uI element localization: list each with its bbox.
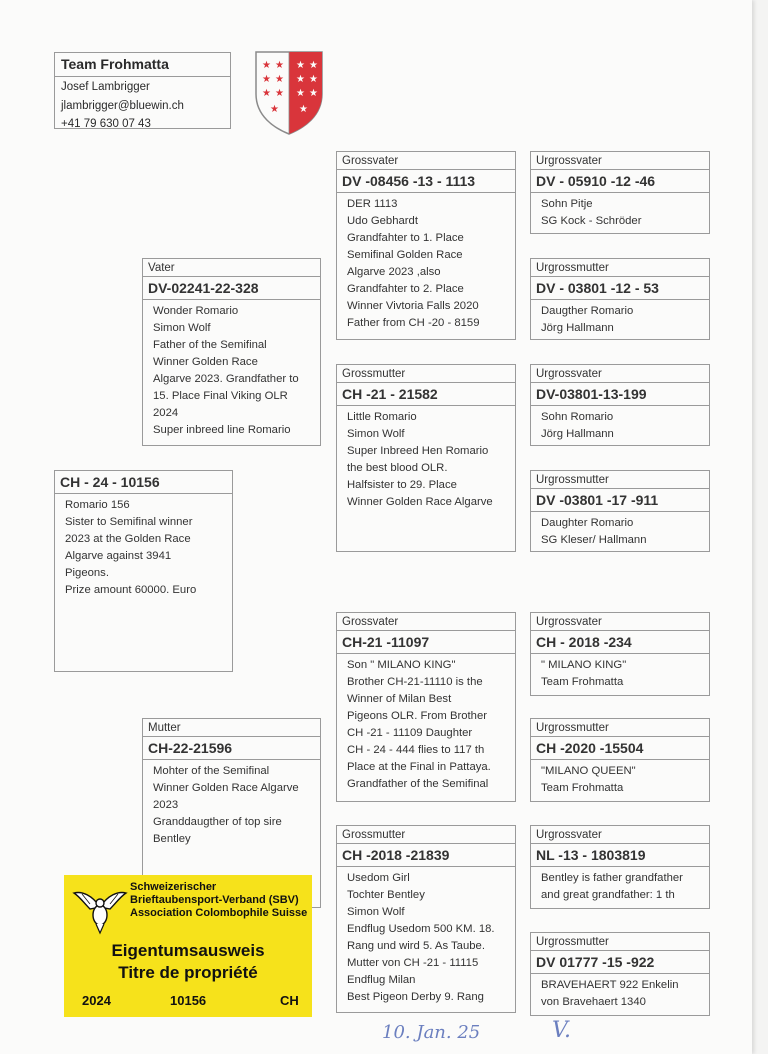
grandmother-line: Halfsister to 29. Place	[347, 479, 457, 491]
grandfather-line: Brother CH-21-11110 is the	[347, 676, 483, 688]
great-grandparent-line: Jörg Hallmann	[541, 428, 614, 440]
grandfather-role: Grossvater	[337, 613, 515, 631]
father-line: Winner Golden Race	[153, 356, 258, 368]
grandfather-line: Father from CH -20 - 8159	[347, 317, 480, 329]
grandmother-line: Winner Golden Race Algarve	[347, 496, 493, 508]
subject-line: Pigeons.	[65, 567, 109, 579]
grandfather-paternal-box	[336, 151, 516, 340]
card-title-fr: Titre de propriété	[118, 963, 258, 982]
team-name: Team Frohmatta	[55, 53, 230, 77]
pigeon-logo-icon	[72, 887, 128, 935]
grandfather-line: CH - 24 - 444 flies to 117 th	[347, 744, 485, 756]
father-ring-code: DV-02241-22-328	[143, 277, 320, 300]
owner-email: jlambrigger@bluewin.ch	[61, 99, 184, 112]
mother-line: Bentley	[153, 833, 191, 845]
great-grandparent-box	[530, 932, 710, 1016]
grandmother-line: Tochter Bentley	[347, 889, 425, 901]
great-grandparent-role: Urgrossvater	[531, 152, 709, 170]
great-grandparent-role: Urgrossmutter	[531, 719, 709, 737]
great-grandparent-ring-code: DV 01777 -15 -922	[531, 951, 709, 974]
mother-line: Winner Golden Race Algarve	[153, 782, 299, 794]
grandmother-paternal-box	[336, 364, 516, 552]
grandfather-line: Place at the Final in Pattaya.	[347, 761, 491, 773]
great-grandparent-line: SG Kock - Schröder	[541, 215, 642, 227]
grandfather-line: Pigeons OLR. From Brother	[347, 710, 488, 722]
great-grandparent-box	[530, 718, 710, 802]
great-grandparent-line: Sohn Romario	[541, 411, 614, 423]
grandmother-line: Rang und wird 5. As Taube.	[347, 940, 485, 952]
father-line: Wonder Romario	[153, 305, 239, 317]
svg-text:★: ★	[262, 88, 271, 99]
mother-role: Mutter	[143, 719, 320, 737]
card-org-line: Schweizerischer	[130, 881, 217, 893]
great-grandparent-line: " MILANO KING"	[541, 659, 627, 671]
great-grandparent-role: Urgrossmutter	[531, 259, 709, 277]
subject-pigeon-box	[54, 470, 233, 672]
great-grandparent-role: Urgrossvater	[531, 365, 709, 383]
grandfather-line: Winner of Milan Best	[347, 693, 452, 705]
great-grandparent-ring-code: DV - 03801 -12 - 53	[531, 277, 709, 300]
svg-text:★: ★	[275, 88, 284, 99]
great-grandparent-line: Daughter Romario	[541, 517, 634, 529]
grandmother-ring-code: CH -21 - 21582	[337, 383, 515, 406]
grandfather-line: Semifinal Golden Race	[347, 249, 463, 261]
handwritten-initials: V.	[552, 1018, 572, 1043]
grandfather-line: Winner Vivtoria Falls 2020	[347, 300, 479, 312]
ownership-card	[64, 875, 312, 1017]
svg-text:★: ★	[309, 60, 318, 71]
great-grandparent-ring-code: NL -13 - 1803819	[531, 844, 709, 867]
father-role: Vater	[143, 259, 320, 277]
great-grandparent-line: Daugther Romario	[541, 305, 634, 317]
grandmother-line: Super Inbreed Hen Romario	[347, 445, 489, 457]
mother-line: Granddaugther of top sire	[153, 816, 282, 828]
card-country: CH	[280, 993, 299, 1008]
father-line: 2024	[153, 407, 179, 419]
father-line: Father of the Semifinal	[153, 339, 267, 351]
grandmother-maternal-box	[336, 825, 516, 1013]
great-grandparent-role: Urgrossmutter	[531, 933, 709, 951]
card-title-de: Eigentumsausweis	[111, 941, 265, 960]
grandfather-line: CH -21 - 11109 Daughter	[347, 727, 473, 739]
card-year: 2024	[82, 993, 111, 1008]
card-org-line: Brieftaubensport-Verband (SBV)	[130, 894, 299, 906]
father-line: 15. Place Final Viking OLR	[153, 390, 288, 402]
svg-text:★: ★	[309, 74, 318, 85]
great-grandparent-ring-code: CH - 2018 -234	[531, 631, 709, 654]
card-ring-number: 10156	[170, 993, 207, 1008]
subject-line: Sister to Semifinal winner	[65, 516, 193, 528]
great-grandparent-box	[530, 825, 710, 909]
grandfather-line: Udo Gebhardt	[347, 215, 418, 227]
svg-text:★: ★	[262, 60, 271, 71]
subject-ring-code: CH - 24 - 10156	[55, 471, 232, 494]
father-box	[142, 258, 321, 446]
great-grandparent-line: BRAVEHAERT 922 Enkelin	[541, 979, 679, 991]
great-grandparent-line: "MILANO QUEEN"	[541, 765, 636, 777]
great-grandparent-box	[530, 612, 710, 696]
subject-line: Algarve against 3941	[65, 550, 172, 562]
great-grandparent-ring-code: CH -2020 -15504	[531, 737, 709, 760]
father-line: Algarve 2023. Grandfather to	[153, 373, 299, 385]
svg-text:★: ★	[275, 60, 284, 71]
father-line: Super inbreed line Romario	[153, 424, 291, 436]
valais-coat-of-arms-icon	[254, 50, 324, 136]
grandfather-line: Grandfahter to 1. Place	[347, 232, 464, 244]
great-grandparent-box	[530, 151, 710, 234]
svg-text:★: ★	[296, 60, 305, 71]
svg-text:★: ★	[299, 104, 308, 115]
great-grandparent-line: Team Frohmatta	[541, 782, 624, 794]
grandmother-line: Best Pigeon Derby 9. Rang	[347, 991, 484, 1003]
grandmother-line: the best blood OLR.	[347, 462, 448, 474]
great-grandparent-ring-code: DV - 05910 -12 -46	[531, 170, 709, 193]
subject-line: Prize amount 60000. Euro	[65, 584, 197, 596]
great-grandparent-box	[530, 258, 710, 340]
svg-text:★: ★	[270, 104, 279, 115]
father-line: Simon Wolf	[153, 322, 211, 334]
grandmother-role: Grossmutter	[337, 826, 515, 844]
grandmother-line: Simon Wolf	[347, 428, 405, 440]
svg-text:★: ★	[275, 74, 284, 85]
svg-text:★: ★	[309, 88, 318, 99]
grandmother-ring-code: CH -2018 -21839	[337, 844, 515, 867]
grandmother-line: Mutter von CH -21 - 11115	[347, 957, 479, 969]
grandmother-line: Simon Wolf	[347, 906, 405, 918]
great-grandparent-line: Bentley is father grandfather	[541, 872, 683, 884]
great-grandparent-ring-code: DV -03801 -17 -911	[531, 489, 709, 512]
great-grandparent-line: Jörg Hallmann	[541, 322, 614, 334]
great-grandparent-box	[530, 364, 710, 446]
great-grandparent-line: von Bravehaert 1340	[541, 996, 646, 1008]
owner-phone: +41 79 630 07 43	[61, 118, 151, 130]
mother-ring-code: CH-22-21596	[143, 737, 320, 760]
card-org-line: Association Colombophile Suisse	[130, 907, 308, 919]
subject-line: Romario 156	[65, 499, 130, 511]
grandfather-line: DER 1113	[347, 198, 398, 210]
great-grandparent-role: Urgrossvater	[531, 826, 709, 844]
great-grandparent-box	[530, 470, 710, 552]
svg-text:★: ★	[262, 74, 271, 85]
great-grandparent-role: Urgrossvater	[531, 613, 709, 631]
grandmother-line: Usedom Girl	[347, 872, 410, 884]
grandfather-line: Grandfather of the Semifinal	[347, 778, 489, 790]
great-grandparent-line: Sohn Pitje	[541, 198, 593, 210]
great-grandparent-ring-code: DV-03801-13-199	[531, 383, 709, 406]
great-grandparent-line: SG Kleser/ Hallmann	[541, 534, 647, 546]
svg-text:★: ★	[296, 88, 305, 99]
great-grandparent-line: and great grandfather: 1 th	[541, 889, 675, 901]
subject-line: 2023 at the Golden Race	[65, 533, 191, 545]
grandfather-maternal-box	[336, 612, 516, 802]
handwritten-date: 10. Jan. 25	[382, 1022, 481, 1043]
owner-name: Josef Lambrigger	[61, 81, 150, 93]
team-info-box	[54, 52, 231, 129]
mother-line: 2023	[153, 799, 179, 811]
grandfather-ring-code: DV -08456 -13 - 1113	[337, 170, 515, 193]
grandmother-line: Little Romario	[347, 411, 417, 423]
grandfather-line: Grandfahter to 2. Place	[347, 283, 464, 295]
grandfather-ring-code: CH-21 -11097	[337, 631, 515, 654]
great-grandparent-line: Team Frohmatta	[541, 676, 624, 688]
grandmother-role: Grossmutter	[337, 365, 515, 383]
grandfather-role: Grossvater	[337, 152, 515, 170]
grandmother-line: Endflug Usedom 500 KM. 18.	[347, 923, 495, 935]
svg-text:★: ★	[296, 74, 305, 85]
great-grandparent-role: Urgrossmutter	[531, 471, 709, 489]
mother-line: Mohter of the Semifinal	[153, 765, 270, 777]
grandfather-line: Algarve 2023 ,also	[347, 266, 441, 278]
grandmother-line: Endflug Milan	[347, 974, 416, 986]
grandfather-line: Son " MILANO KING"	[347, 659, 456, 671]
